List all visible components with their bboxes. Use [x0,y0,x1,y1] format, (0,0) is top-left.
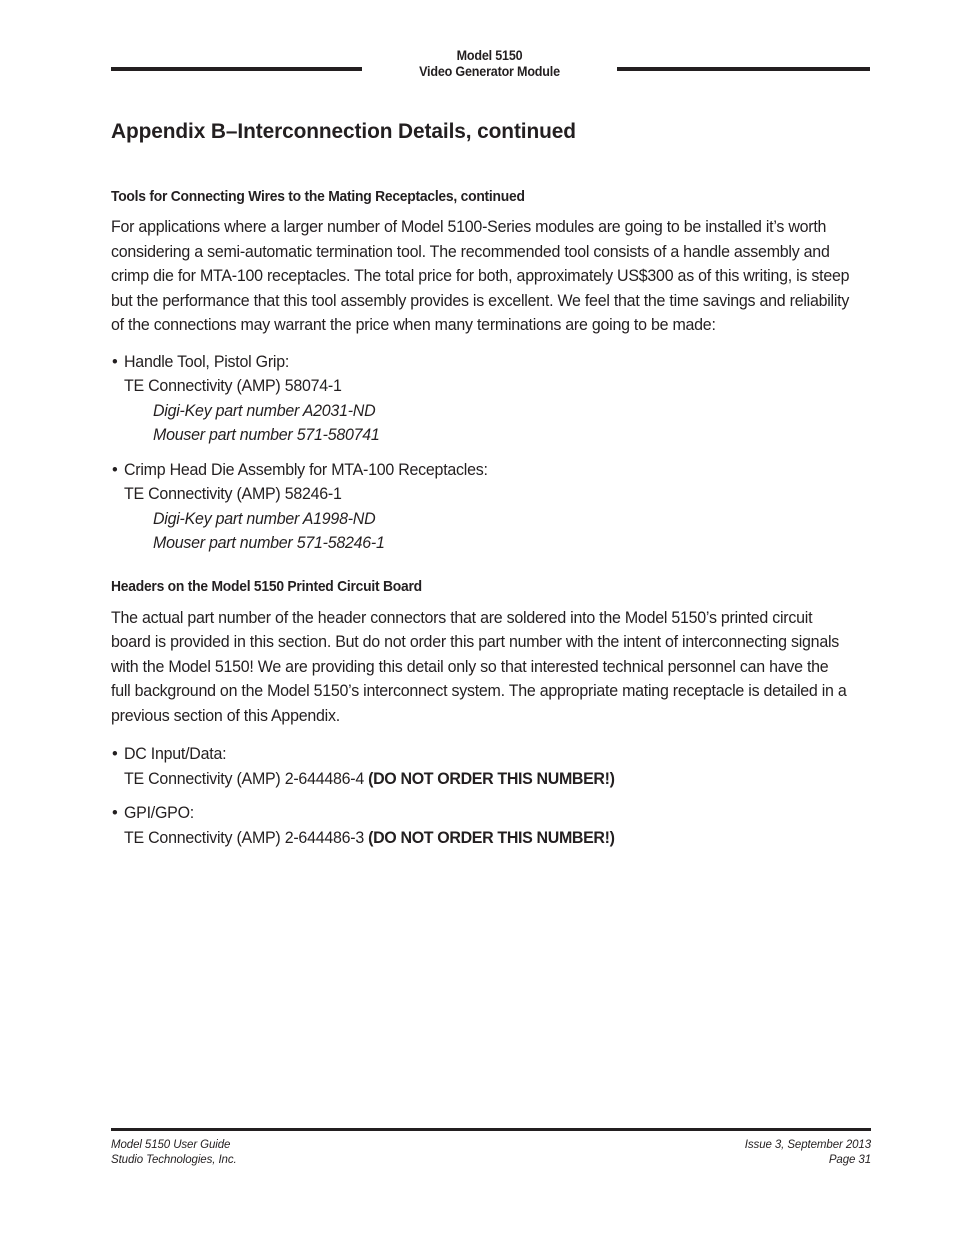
spacer [111,207,871,215]
list-item-title: GPI/GPO: [124,804,194,822]
list-item-mouser: Mouser part number 571-580741 [153,426,380,444]
page-title: Appendix B–Interconnection Details, continued [111,119,576,143]
footer-right [745,1138,871,1168]
spacer [111,338,871,350]
list-item [111,458,871,556]
header-rule-right [617,67,870,71]
spacer [111,728,871,742]
footer-guide-title: Model 5150 User Guide [111,1139,231,1151]
order-warning-text: (DO NOT ORDER THIS NUMBER!) [368,769,615,788]
list-item-part: TE Connectivity (AMP) 58246-1 [124,485,342,503]
spacer [111,144,871,188]
list-item-mouser: Mouser part number 571-58246-1 [153,534,385,552]
header-rule-left [111,67,362,71]
page-footer [111,1128,871,1168]
footer-page-number: Page 31 [828,1154,871,1166]
order-warning [364,829,615,847]
page-header [111,48,870,92]
header-title [371,48,608,80]
section-heading-tools: Tools for Connecting Wires to the Mating Receptacles, continued [111,189,525,205]
header-title-line1: Model 5150 [456,48,523,63]
section-heading-headers: Headers on the Model 5150 Printed Circuit Board [111,578,422,595]
order-warning-text: (DO NOT ORDER THIS NUMBER!) [368,828,615,847]
bullet-icon: • [112,460,118,479]
header-title-line2: Video Generator Module [419,64,560,79]
list-item-part: TE Connectivity (AMP) 2-644486-4 [124,769,365,788]
list-item [111,742,871,791]
order-warning [364,770,615,788]
list-item-part: TE Connectivity (AMP) 2-644486-3 [124,828,365,847]
bullet-icon: • [112,745,118,763]
list-item-title: Crimp Head Die Assembly for MTA-100 Receptacles: [124,460,488,479]
footer-columns [111,1138,871,1168]
footer-rule [111,1128,871,1131]
section-paragraph-headers: The actual part number of the header connectors that are soldered into the Model 5150’s printed circuit board is provided in this section. But do not order this part number with the intent of interconnecting signals with the Model 5150! We are providing this detail only so that interested technical personnel can have the full background on the Model 5150’s interconnect system. The appropriate mating receptacle is detailed in a previous section of this Appendix. [111,608,847,725]
section-paragraph-tools: For applications where a larger number of Model 5100-Series modules are going to be installed it’s worth considering a semi-automatic termination tool. The recommended tool consists of a handle assembly and crimp die for MTA-100 receptacles. The total price for both, approximately US$300 as of this writing, is steep but the performance that this tool assembly provides is excellent. We feel that the time savings and reliability of the connections may warrant the price when many terminations are going to be made: [111,218,850,334]
bullet-icon: • [112,804,118,822]
footer-company: Studio Technologies, Inc. [111,1154,237,1166]
list-item-part: TE Connectivity (AMP) 58074-1 [124,377,342,395]
list-item [111,350,871,448]
list-item-title: DC Input/Data: [124,745,227,763]
list-item-title: Handle Tool, Pistol Grip: [124,352,290,371]
list-item-digikey: Digi-Key part number A2031-ND [153,401,376,420]
spacer [111,597,871,606]
footer-left [111,1138,237,1168]
list-item-part-line [124,826,852,851]
tools-list [111,350,871,556]
list-item-part-line [124,767,852,792]
headers-list [111,742,871,850]
bullet-icon: • [112,352,118,371]
list-item-digikey: Digi-Key part number A1998-ND [153,509,376,528]
spacer [111,556,871,578]
footer-issue: Issue 3, September 2013 [744,1139,871,1151]
page-content [111,118,871,850]
list-item [111,801,871,850]
